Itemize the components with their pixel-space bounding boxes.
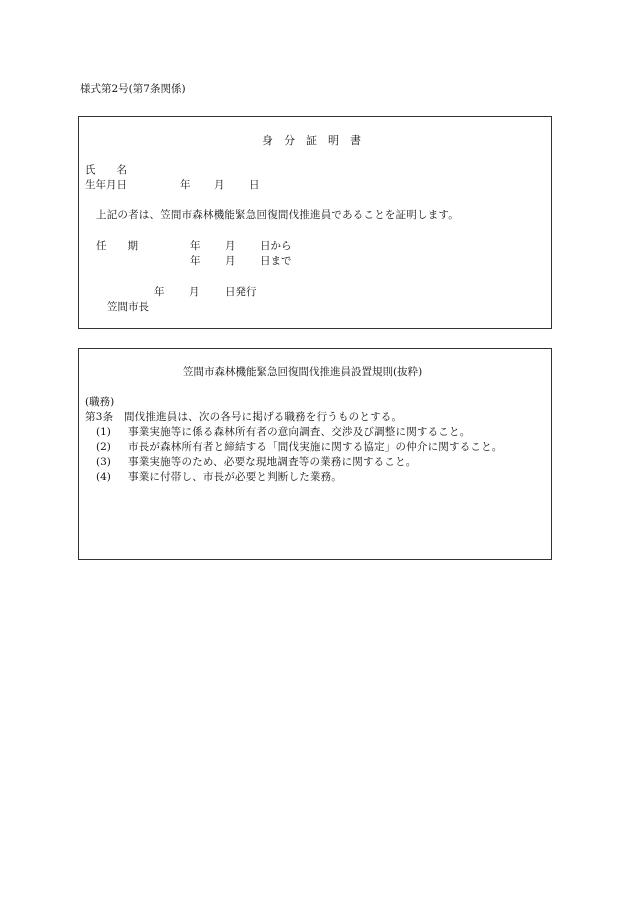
certificate-statement: 上記の者は、笠間市森林機能緊急回復間伐推進員であることを証明します。 bbox=[96, 209, 459, 221]
item-text: 市長が森林所有者と締結する「間伐実施に関する協定」の仲介に関すること。 bbox=[128, 441, 503, 453]
article-text: 第3条 間伐推進員は、次の各号に掲げる職務を行うものとする。 bbox=[85, 411, 403, 423]
term-to-day: 日まで bbox=[260, 255, 292, 267]
term-from-year: 年 bbox=[190, 240, 201, 252]
term-from-day: 日から bbox=[260, 240, 292, 252]
term-to-year: 年 bbox=[190, 255, 201, 267]
item-number: (4) bbox=[96, 471, 111, 483]
issue-month: 月 bbox=[189, 286, 200, 298]
regulation-box bbox=[78, 348, 552, 560]
birth-month: 月 bbox=[214, 179, 225, 191]
item-number: (1) bbox=[96, 426, 111, 438]
certificate-box bbox=[78, 116, 552, 329]
birth-year: 年 bbox=[180, 179, 191, 191]
item-text: 事業実施等のため、必要な現地調査等の業務に関すること。 bbox=[128, 456, 417, 468]
item-text: 事業に付帯し、市長が必要と判断した業務。 bbox=[128, 471, 342, 483]
birth-label: 生年月日 bbox=[85, 179, 127, 191]
regulation-title: 笠間市森林機能緊急回復間伐推進員設置規則(抜粋) bbox=[183, 366, 423, 378]
term-from-month: 月 bbox=[225, 240, 236, 252]
issuer: 笠間市長 bbox=[107, 301, 149, 313]
term-label: 任 期 bbox=[96, 240, 138, 252]
issue-day: 日発行 bbox=[225, 286, 257, 298]
item-number: (3) bbox=[96, 456, 111, 468]
form-number: 様式第2号(第7条関係) bbox=[80, 83, 186, 95]
birth-day: 日 bbox=[249, 179, 260, 191]
name-label: 氏 名 bbox=[85, 164, 127, 176]
issue-year: 年 bbox=[154, 286, 165, 298]
item-text: 事業実施等に係る森林所有者の意向調査、交渉及び調整に関すること。 bbox=[128, 426, 471, 438]
term-to-month: 月 bbox=[225, 255, 236, 267]
item-number: (2) bbox=[96, 441, 111, 453]
certificate-title: 身 分 証 明 書 bbox=[262, 134, 361, 147]
section-heading: (職務) bbox=[85, 396, 115, 408]
